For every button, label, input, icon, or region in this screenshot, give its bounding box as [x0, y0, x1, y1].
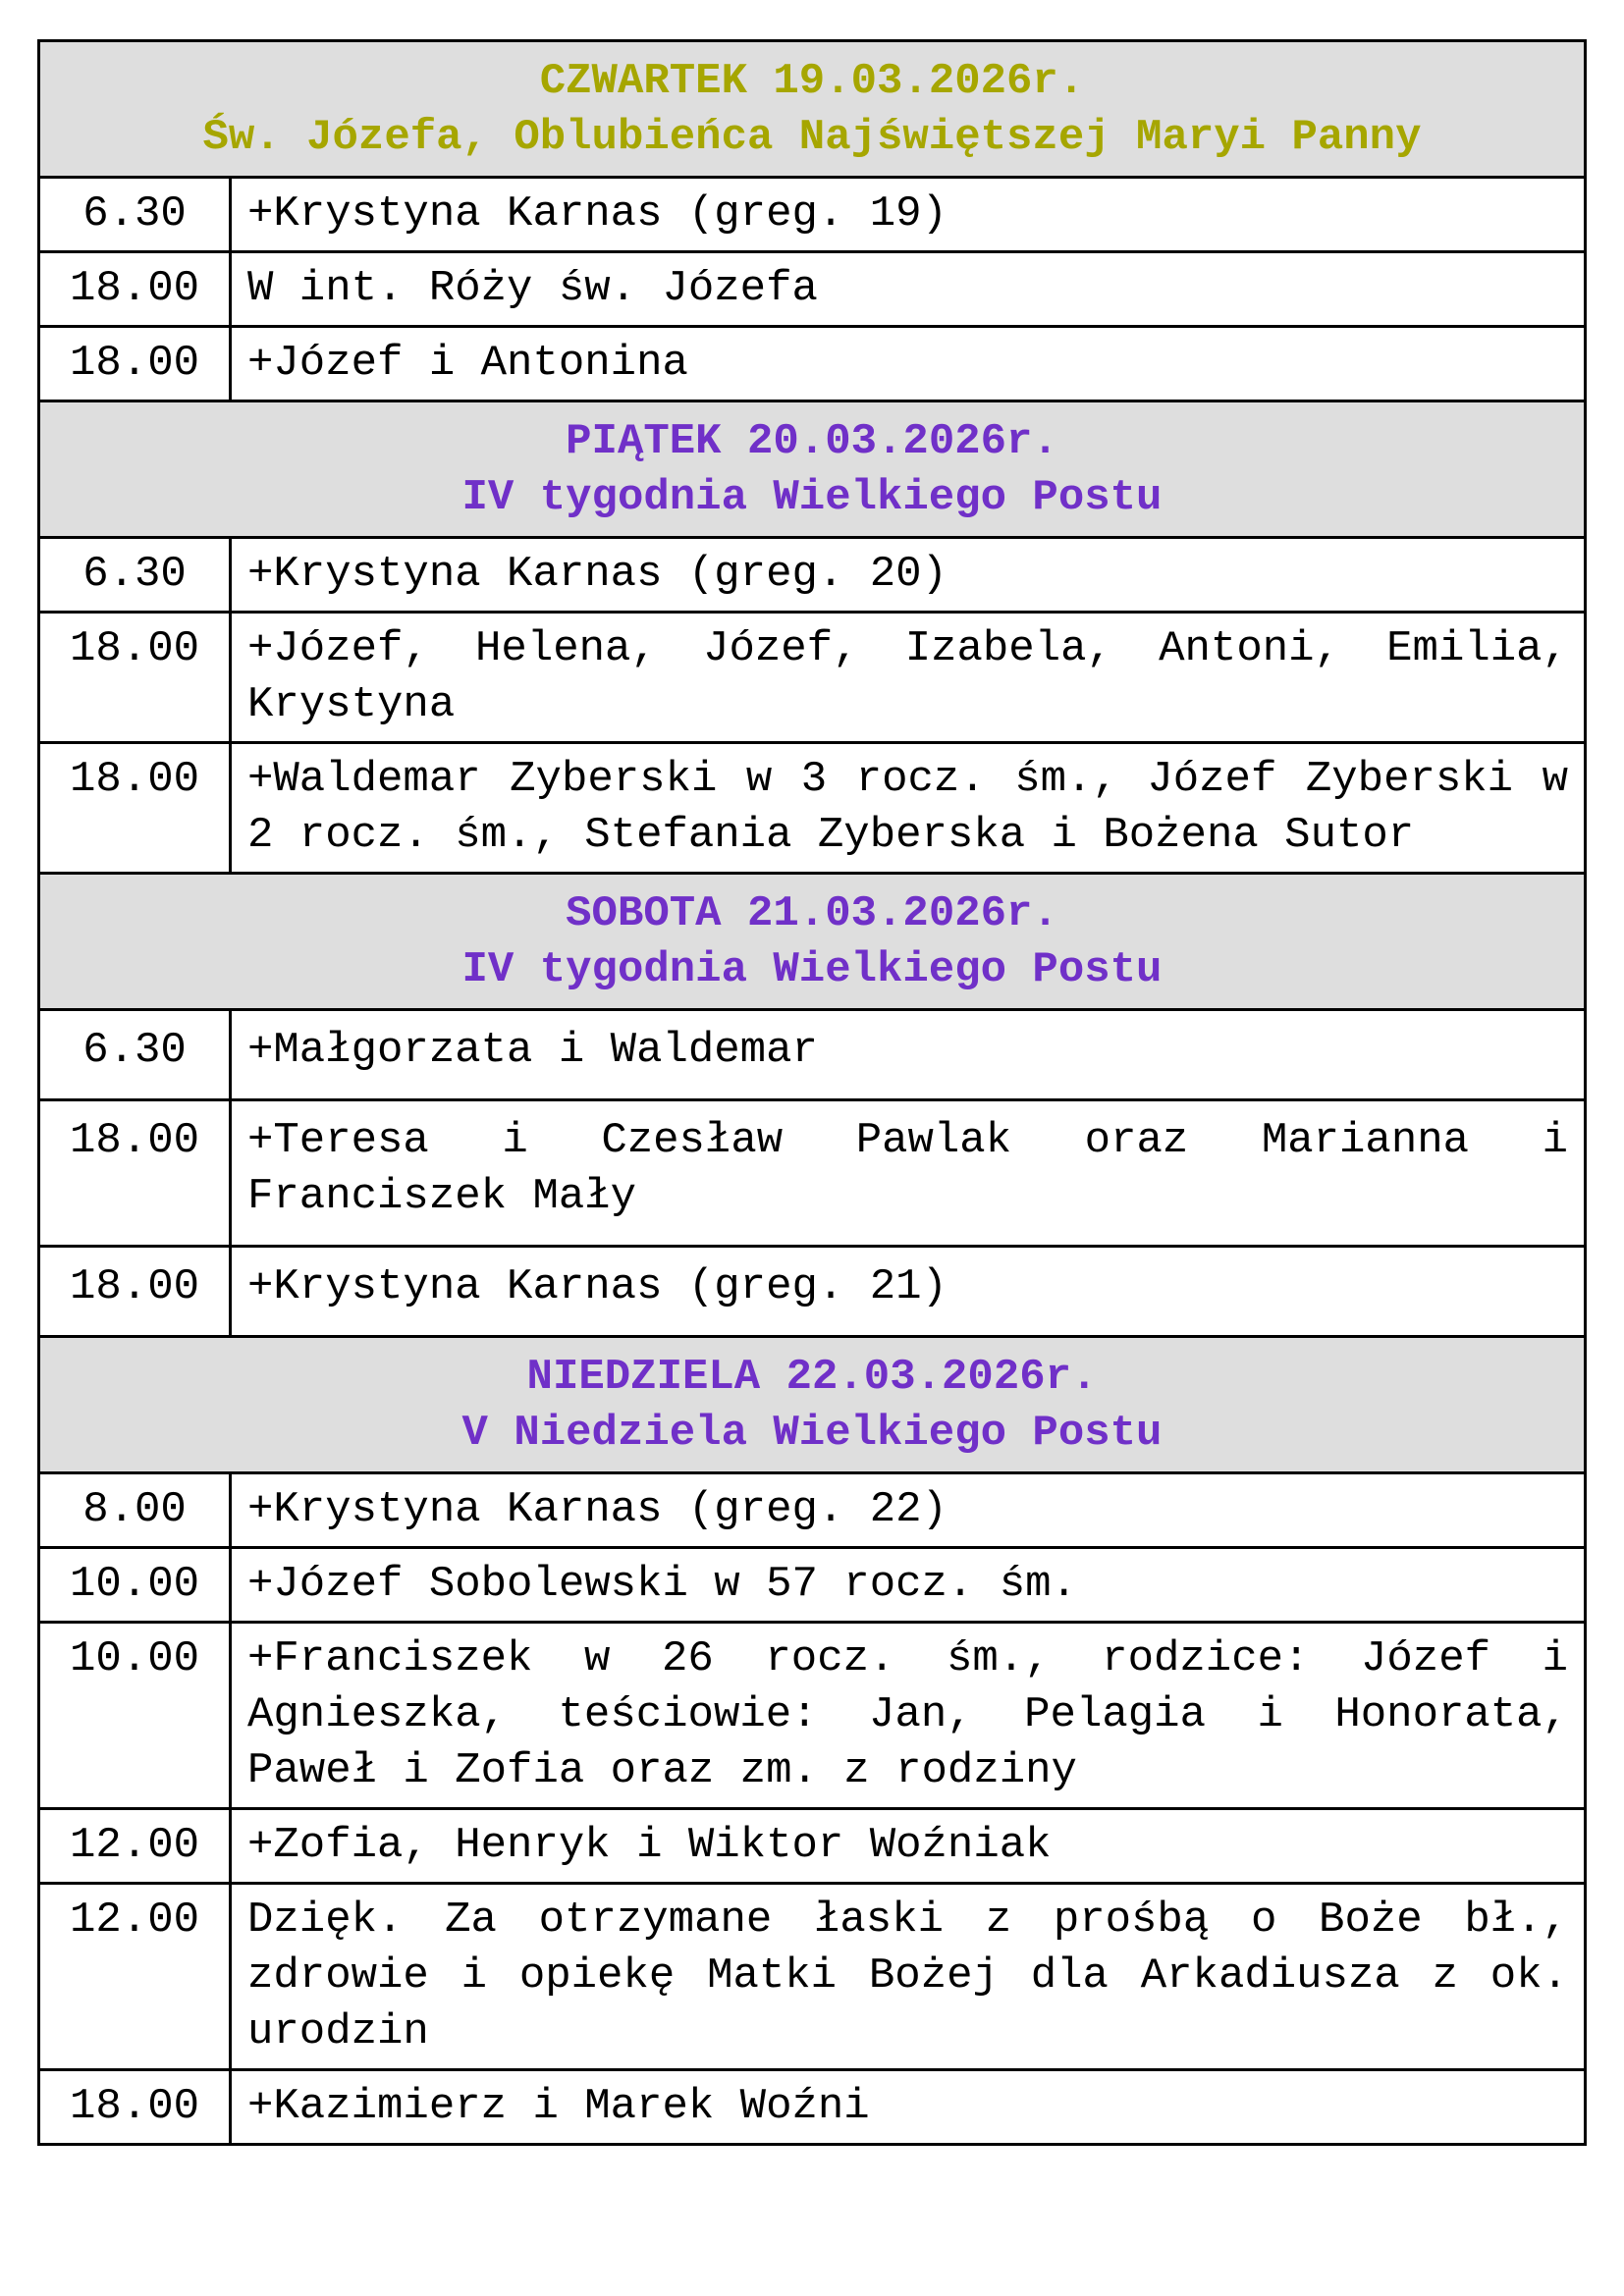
mass-time: 12.00	[39, 1884, 231, 2070]
mass-time: 8.00	[39, 1473, 231, 1548]
day-subtitle: IV tygodnia Wielkiego Postu	[461, 945, 1163, 994]
day-header-friday	[39, 401, 1586, 538]
day-header-cell	[39, 401, 1586, 538]
schedule-body	[39, 41, 1586, 2145]
mass-row	[39, 178, 1586, 252]
day-header-cell	[39, 1337, 1586, 1473]
mass-time: 18.00	[39, 327, 231, 401]
mass-row	[39, 613, 1586, 743]
mass-intention: +Małgorzata i Waldemar	[231, 1010, 1586, 1100]
mass-intention: +Franciszek w 26 rocz. śm., rodzice: Józef i Agnieszka, teściowie: Jan, Pelagia i Honorata, Paweł i Zofia oraz zm. z rodziny	[231, 1623, 1586, 1809]
day-header-saturday	[39, 874, 1586, 1010]
mass-intention: +Józef, Helena, Józef, Izabela, Antoni, Emilia, Krystyna	[231, 613, 1586, 743]
mass-intention: +Krystyna Karnas (greg. 20)	[231, 538, 1586, 613]
mass-time: 18.00	[39, 2070, 231, 2145]
mass-intention: +Waldemar Zyberski w 3 rocz. śm., Józef Zyberski w 2 rocz. śm., Stefania Zyberska i Bożena Sutor	[231, 743, 1586, 874]
mass-row	[39, 1010, 1586, 1100]
mass-time: 6.30	[39, 538, 231, 613]
mass-intention: +Krystyna Karnas (greg. 21)	[231, 1247, 1586, 1337]
mass-time: 10.00	[39, 1623, 231, 1809]
mass-row	[39, 538, 1586, 613]
day-header-cell	[39, 874, 1586, 1010]
mass-row	[39, 743, 1586, 874]
mass-time: 18.00	[39, 1100, 231, 1247]
mass-row	[39, 1623, 1586, 1809]
mass-row	[39, 1884, 1586, 2070]
mass-time: 10.00	[39, 1548, 231, 1623]
mass-row	[39, 2070, 1586, 2145]
mass-schedule-table	[37, 39, 1587, 2146]
mass-row	[39, 1100, 1586, 1247]
mass-row	[39, 1247, 1586, 1337]
day-header-sunday	[39, 1337, 1586, 1473]
mass-row	[39, 1548, 1586, 1623]
day-title: NIEDZIELA 22.03.2026r.	[526, 1353, 1098, 1402]
day-subtitle: Św. Józefa, Oblubieńca Najświętszej Maryi Panny	[202, 113, 1422, 162]
mass-time: 18.00	[39, 252, 231, 327]
mass-intention: +Józef Sobolewski w 57 rocz. śm.	[231, 1548, 1586, 1623]
mass-time: 18.00	[39, 1247, 231, 1337]
mass-row	[39, 1473, 1586, 1548]
day-subtitle: IV tygodnia Wielkiego Postu	[461, 473, 1163, 522]
mass-time: 6.30	[39, 1010, 231, 1100]
mass-time: 18.00	[39, 613, 231, 743]
mass-intention: +Krystyna Karnas (greg. 19)	[231, 178, 1586, 252]
day-title: PIĄTEK 20.03.2026r.	[566, 417, 1058, 466]
mass-intention: W int. Róży św. Józefa	[231, 252, 1586, 327]
mass-intention: +Zofia, Henryk i Wiktor Woźniak	[231, 1809, 1586, 1884]
mass-time: 18.00	[39, 743, 231, 874]
day-header-cell	[39, 41, 1586, 178]
day-header-thursday	[39, 41, 1586, 178]
mass-intention: +Kazimierz i Marek Woźni	[231, 2070, 1586, 2145]
mass-row	[39, 327, 1586, 401]
day-title: SOBOTA 21.03.2026r.	[566, 889, 1058, 938]
day-title: CZWARTEK 19.03.2026r.	[539, 57, 1085, 106]
mass-intention: +Teresa i Czesław Pawlak oraz Marianna i Franciszek Mały	[231, 1100, 1586, 1247]
mass-row	[39, 1809, 1586, 1884]
mass-intention: Dzięk. Za otrzymane łaski z prośbą o Boże bł., zdrowie i opiekę Matki Bożej dla Arkadiusza z ok. urodzin	[231, 1884, 1586, 2070]
mass-time: 6.30	[39, 178, 231, 252]
day-subtitle: V Niedziela Wielkiego Postu	[461, 1409, 1163, 1458]
mass-row	[39, 252, 1586, 327]
mass-intention: +Józef i Antonina	[231, 327, 1586, 401]
mass-time: 12.00	[39, 1809, 231, 1884]
mass-intention: +Krystyna Karnas (greg. 22)	[231, 1473, 1586, 1548]
